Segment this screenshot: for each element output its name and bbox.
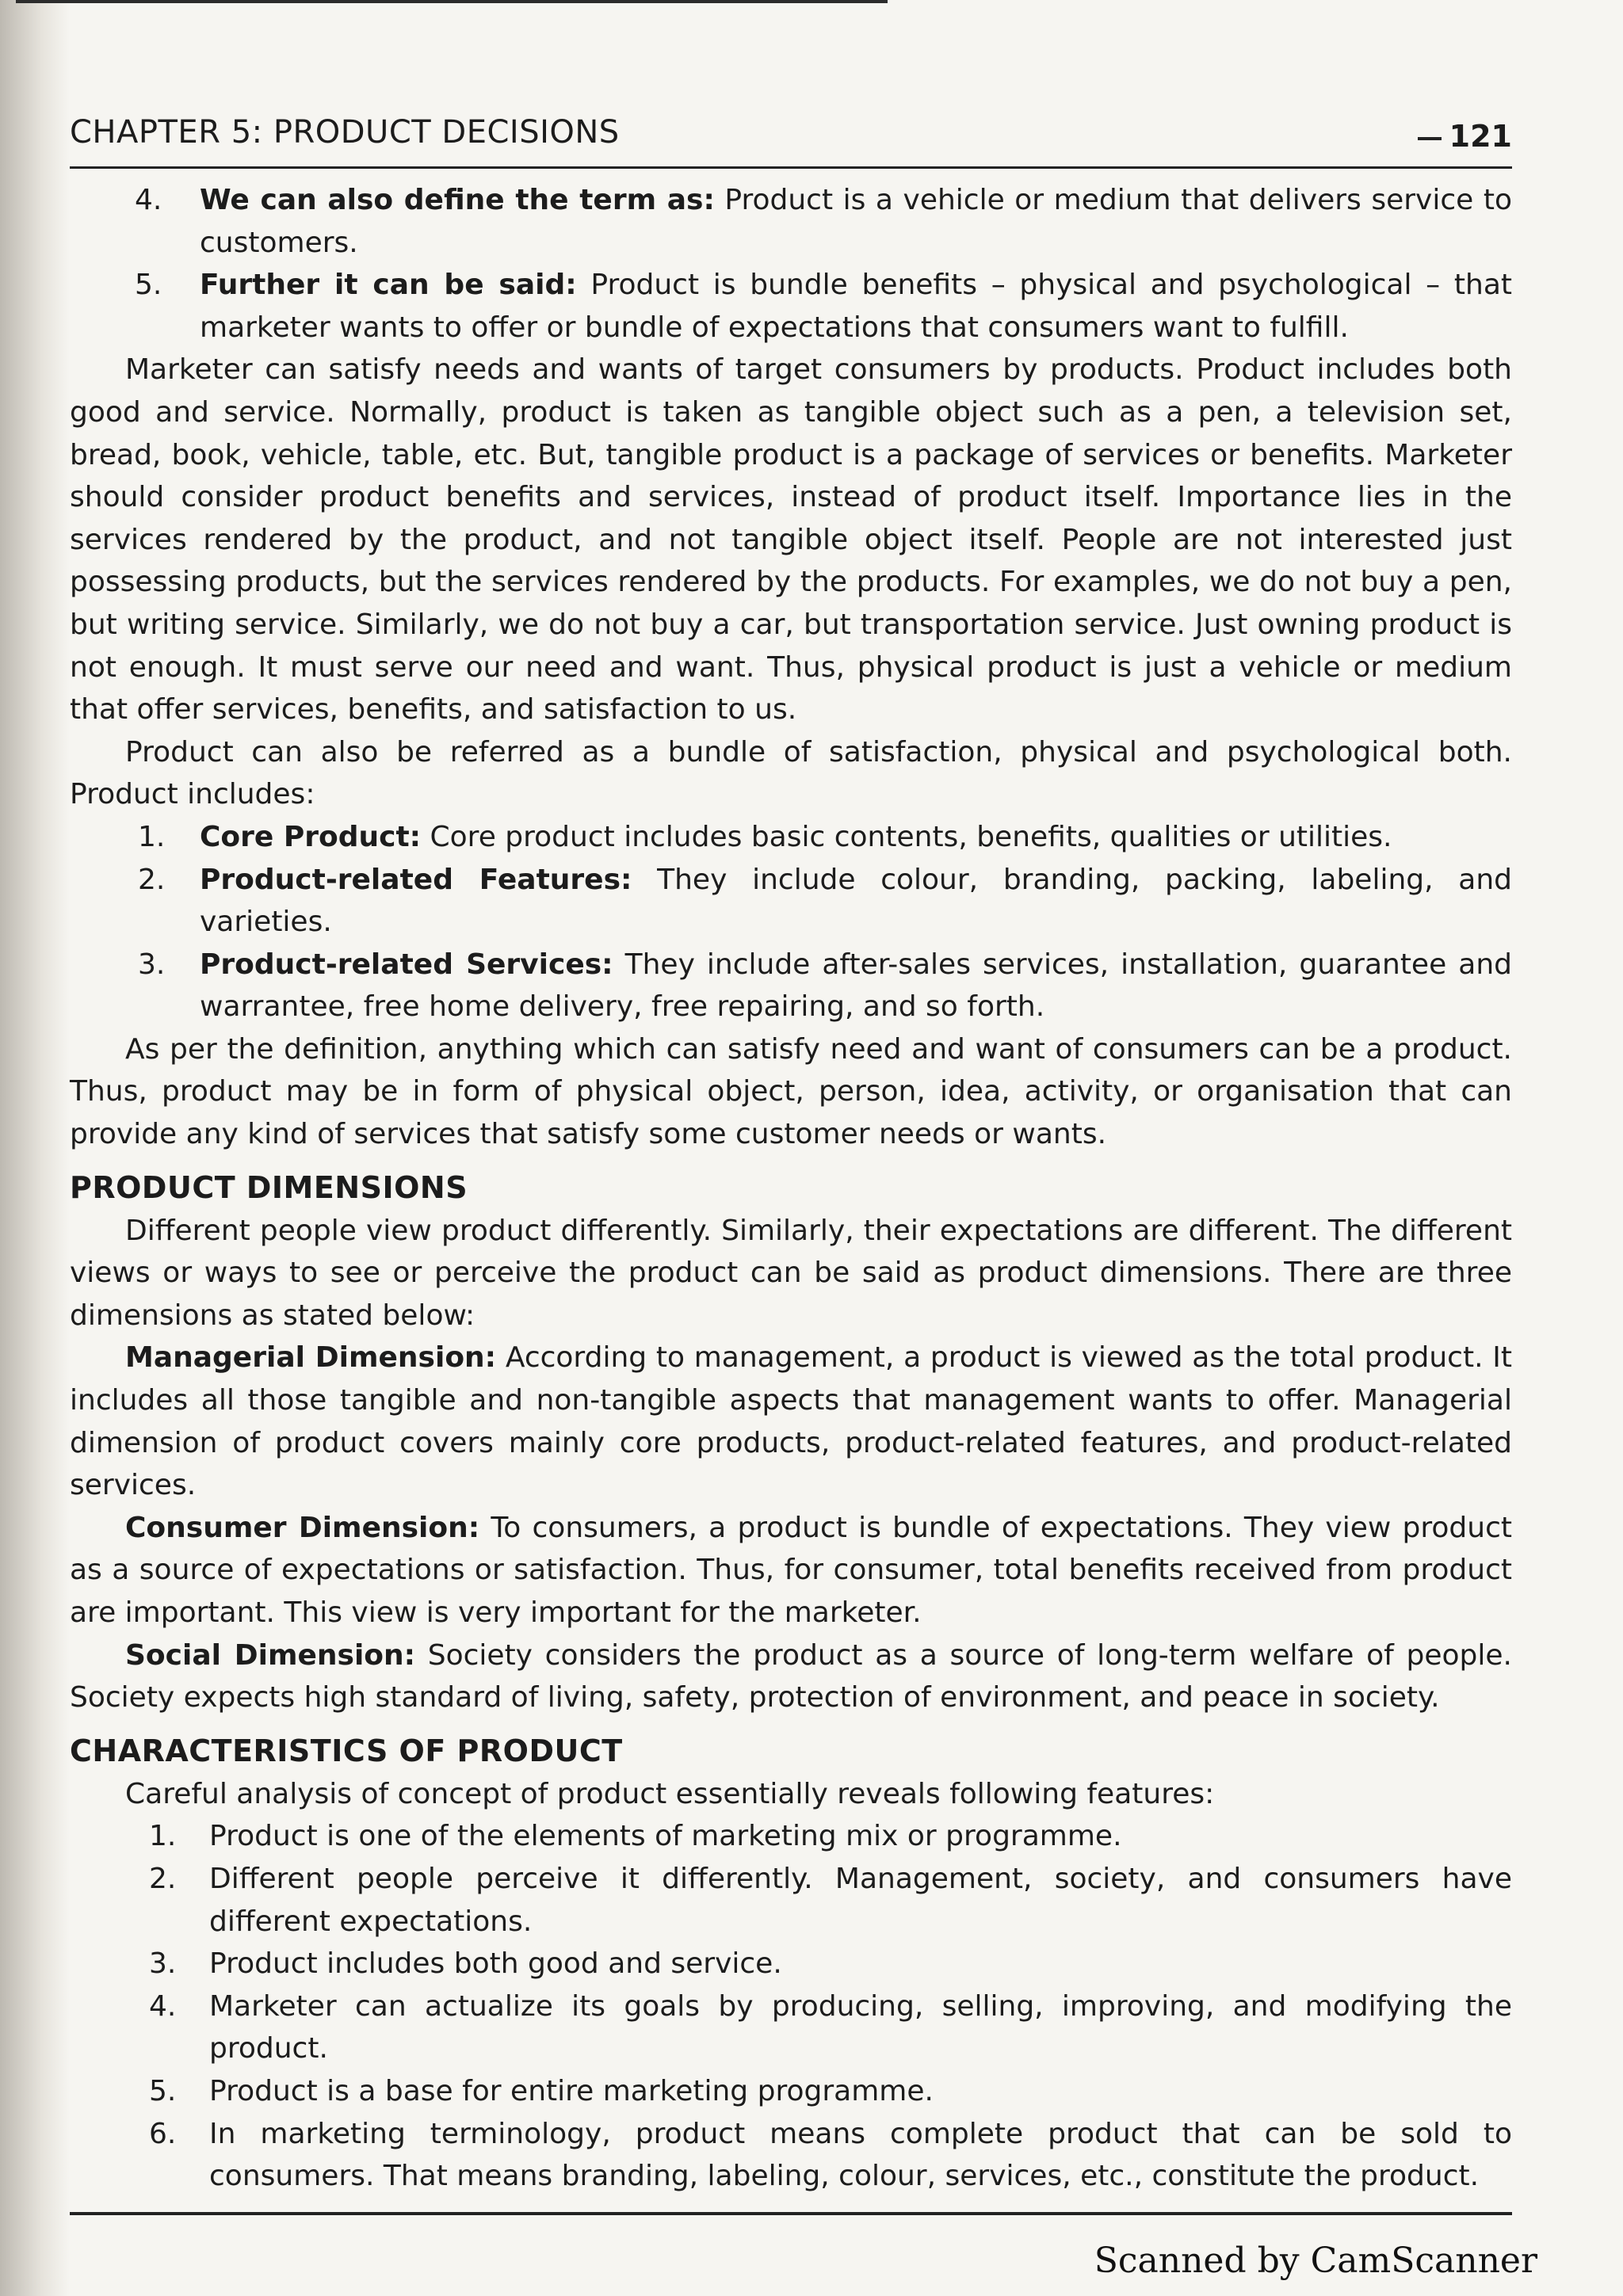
- page-number: 121: [1418, 119, 1512, 154]
- list-item: [70, 944, 1512, 1028]
- list-item: [70, 1985, 1512, 2070]
- item-number: 6.: [149, 2117, 177, 2150]
- item-lead: Product-related Features:: [200, 863, 632, 896]
- list-item: [70, 2070, 1512, 2113]
- item-lead: Further it can be said:: [200, 269, 577, 302]
- item-number: 5.: [135, 269, 162, 302]
- dimension-lead: Social Dimension:: [125, 1638, 416, 1672]
- item-number: 5.: [149, 2074, 177, 2107]
- paragraph: Different people view product differently. Similarly, their expectations are different. The different views or ways to see or perceive the product can be said as product dimensions. There are three dimensions as stated below:: [70, 1214, 1512, 1332]
- item-text: They include colour, branding, packing, labeling, and varieties.: [200, 863, 1512, 939]
- item-text: Product is a base for entire marketing programme.: [209, 2074, 934, 2107]
- item-text: Marketer can actualize its goals by producing, selling, improving, and modifying the product.: [209, 1989, 1512, 2065]
- item-lead: Product-related Services:: [200, 948, 613, 981]
- item-text: Core product includes basic contents, benefits, qualities or utilities.: [421, 820, 1392, 853]
- item-text: In marketing terminology, product means complete product that can be sold to consumers. That means branding, labeling, colour, services, etc., constitute the product.: [209, 2117, 1512, 2193]
- item-lead: We can also define the term as:: [200, 184, 715, 216]
- list-item: [70, 1858, 1512, 1943]
- item-lead: Core Product:: [200, 820, 422, 853]
- definition-item: [70, 264, 1512, 349]
- characteristics-list: [70, 1815, 1512, 2197]
- paragraph: Careful analysis of concept of product essentially reveals following features:: [125, 1777, 1215, 1810]
- dimension-text: Society considers the product as a source of long-term welfare of people. Society expects high standard of living, safety, protection of environment, and peace in society.: [70, 1638, 1512, 1714]
- item-number: 3.: [138, 948, 166, 981]
- top-edge-marks: [16, 0, 888, 22]
- dimension-paragraph: [70, 1507, 1512, 1634]
- page-body: [70, 179, 1512, 2198]
- dimension-text: According to management, a product is viewed as the total product. It includes all those tangible and non-tangible aspects that management wants to offer. Managerial dimension of product covers mainly core products, product-related features, and product-related services.: [70, 1341, 1512, 1502]
- item-number: 2.: [138, 863, 166, 896]
- definition-list: [70, 179, 1512, 349]
- section-heading: PRODUCT DIMENSIONS: [70, 1169, 468, 1205]
- item-text: Different people perceive it differently. Management, society, and consumers have different expectations.: [209, 1862, 1512, 1938]
- page-header: [70, 111, 1512, 169]
- dimension-lead: Managerial Dimension:: [125, 1341, 497, 1375]
- paragraph: Product can also be referred as a bundle of satisfaction, physical and psychological both. Product includes:: [70, 735, 1512, 811]
- binding-shadow: [0, 0, 70, 2296]
- list-item: [70, 1943, 1512, 1985]
- list-item: [70, 816, 1512, 859]
- item-text: Product is a vehicle or medium that delivers service to customers.: [200, 184, 1512, 259]
- item-number: 4.: [149, 1989, 177, 2023]
- definition-item: [70, 179, 1512, 264]
- item-number: 3.: [149, 1947, 177, 1981]
- paragraph: Marketer can satisfy needs and wants of target consumers by products. Product includes both good and service. Normally, product is taken as tangible object such as a pen, a television set, bread, book, vehicle, table, etc. But, tangible product is a package of services or benefits. Marketer should consider product benefits and services, instead of product itself. Importance lies in the services rendered by the product, and not tangible object itself. People are not interested just possessing products, but the services rendered by the products. For examples, we do not buy a pen, but writing service. Similarly, we do not buy a car, but transportation service. Just owning product is not enough. It must serve our need and want. Thus, physical product is just a vehicle or medium that offer services, benefits, and satisfaction to us.: [70, 353, 1512, 727]
- list-item: [70, 2113, 1512, 2198]
- item-number: 1.: [149, 1820, 177, 1853]
- chapter-title: CHAPTER 5: PRODUCT DECISIONS: [70, 114, 620, 151]
- dimension-paragraph: [70, 1634, 1512, 1719]
- dimension-lead: Consumer Dimension:: [125, 1511, 480, 1544]
- item-text: Product includes both good and service.: [209, 1947, 782, 1981]
- footer-rule: [70, 2212, 1512, 2215]
- list-item: [70, 859, 1512, 944]
- dimension-text: To consumers, a product is bundle of expectations. They view product as a source of expectations or satisfaction. Thus, for consumer, total benefits received from product are important. This view is very important for the marketer.: [70, 1511, 1513, 1629]
- item-text: They include after-sales services, installation, guarantee and warrantee, free home delivery, free repairing, and so forth.: [200, 948, 1512, 1024]
- item-text: Product is bundle benefits – physical and psychological – that marketer wants to offer or bundle of expectations that consumers want to fulfill.: [200, 269, 1512, 344]
- scanner-watermark: Scanned by CamScanner: [1094, 2241, 1537, 2281]
- dimension-paragraph: [70, 1337, 1512, 1506]
- list-item: [70, 1815, 1512, 1858]
- item-text: Product is one of the elements of marketing mix or programme.: [209, 1820, 1122, 1853]
- item-number: 2.: [149, 1862, 177, 1895]
- product-includes-list: [70, 816, 1512, 1028]
- section-heading: CHARACTERISTICS OF PRODUCT: [70, 1733, 623, 1768]
- item-number: 4.: [135, 184, 162, 216]
- paragraph: As per the definition, anything which can satisfy need and want of consumers can be a product. Thus, product may be in form of physical object, person, idea, activity, or organisation that can provide any kind of services that satisfy some customer needs or wants.: [70, 1032, 1512, 1151]
- item-number: 1.: [138, 820, 166, 853]
